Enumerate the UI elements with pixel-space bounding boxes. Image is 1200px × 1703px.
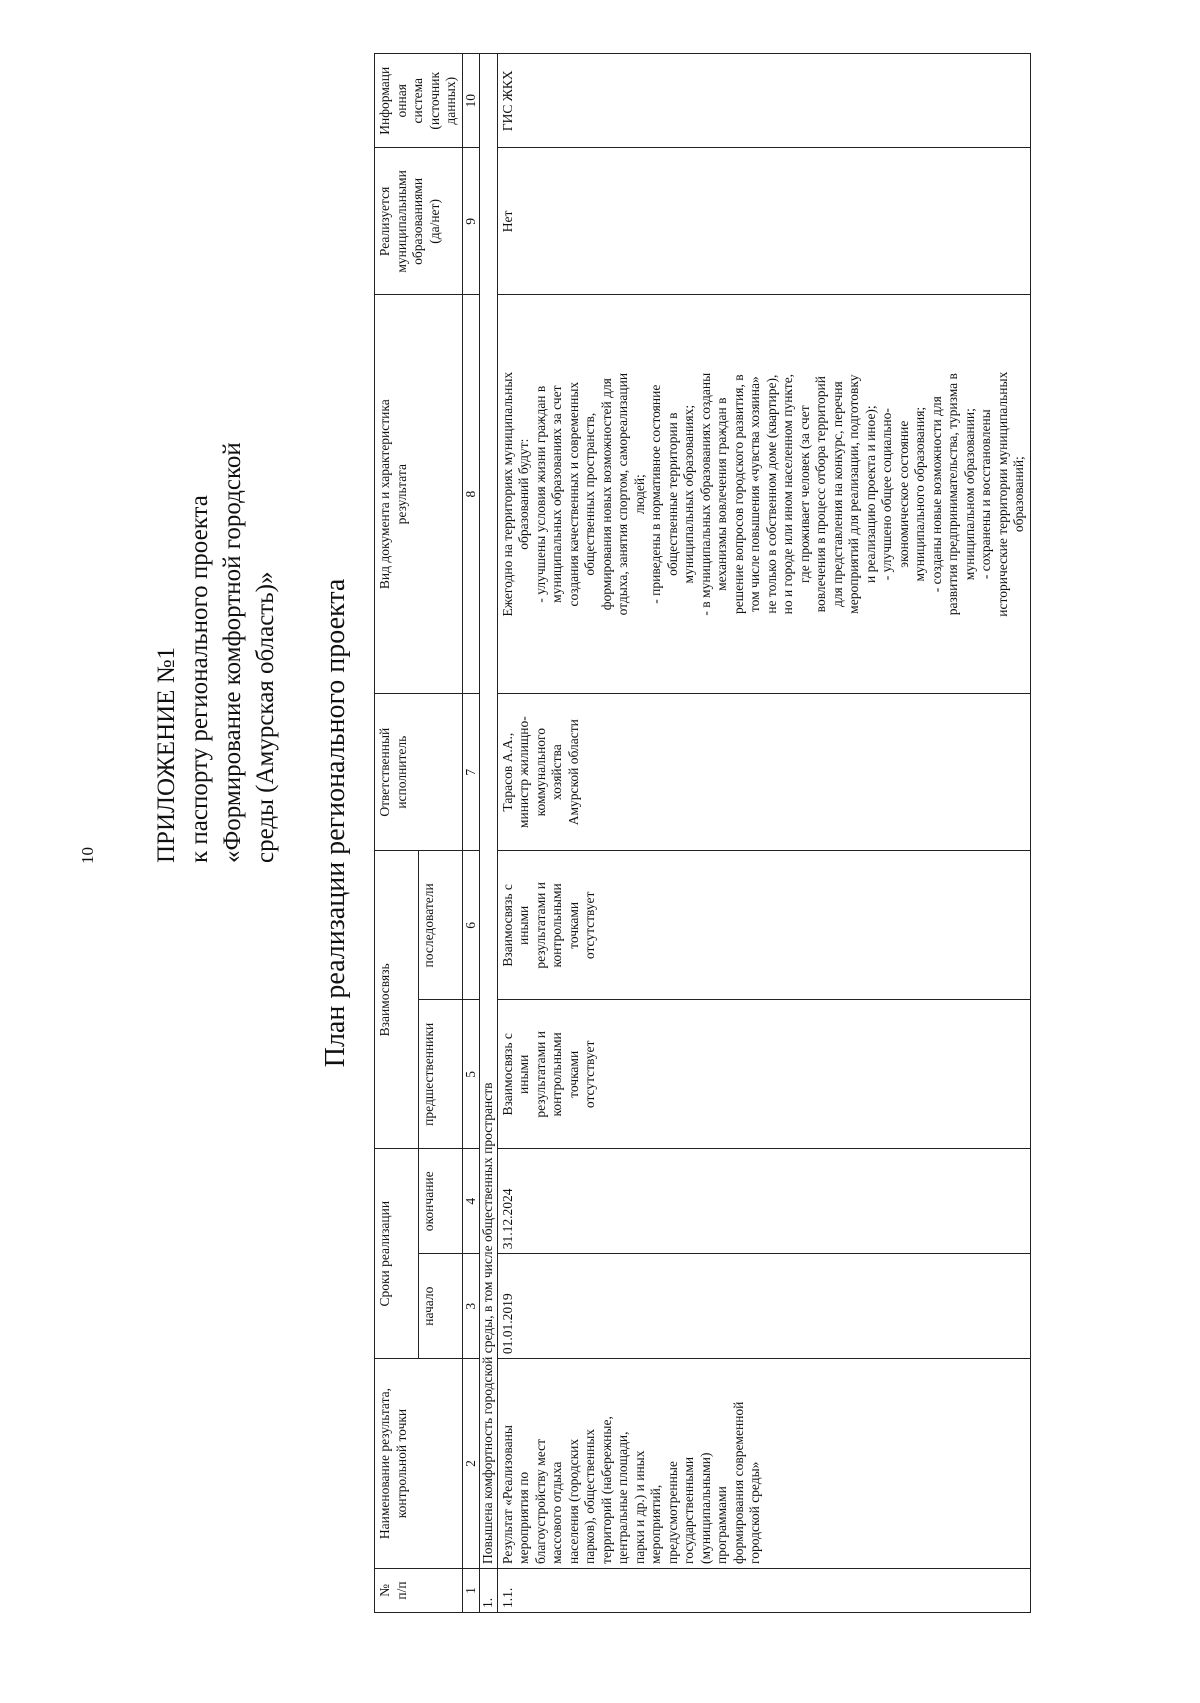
header-terms: Сроки реализации [375,1149,419,1359]
end-date: 31.12.2024 [497,1149,1030,1254]
column-number: 2 [462,1359,480,1569]
row-num: 1.1. [497,1568,1030,1612]
appendix-line: к паспорту регионального проекта [186,495,213,863]
successors-cell: Взаимосвязь с иными результатами и контрольными точками отсутствует [497,851,1030,1000]
municipal-cell: Нет [497,148,1030,295]
column-number: 8 [462,295,480,694]
column-number: 6 [462,851,480,1000]
column-number: 10 [462,54,480,148]
start-date: 01.01.2019 [497,1254,1030,1359]
header-start: начало [418,1254,462,1359]
header-relation: Взаимосвязь [375,851,419,1149]
plan-table [374,53,1031,1613]
header-num: № п/п [375,1568,463,1612]
column-number: 5 [462,1000,480,1149]
section-row [480,54,498,1613]
column-number-row [462,54,480,1613]
column-number: 3 [462,1254,480,1359]
page-number: 10 [78,847,97,864]
header-end: окончание [418,1149,462,1254]
document-result-cell: Ежегодно на территориях муниципальных образований будут: - улучшены условия жизни граждан в муниципальных образованиях за счет создания качественных и современных общественных пространств, формирования новых возможностей для отдыха, занятия спортом, самореализации людей; - приведены в нормативное состояние общественные территории в муниципальных образованиях; - в муниципальных образованиях созданы механизмы вовлечения граждан в решение вопросов городского развития, в том числе повышения «чувства хозяина» не только в собственном доме (квартире), но и городе или ином населенном пункте, где проживает человек (за счет вовлечения в процесс отбора территорий для представления на конкурс, перечня мероприятий для реализации, подготовку и реализацию проекта и иное); - улучшено общее социально- экономическое состояние муниципального образования; - созданы новые возможности для развития предпринимательства, туризма в муниципальном образовании; - сохранены и восстановлены исторические территории муниципальных образований; [497,295,1030,694]
header-info: Информаци онная система (источник данных) [375,54,463,148]
responsible-cell: Тарасов А.А., министр жилищно- коммунального хозяйства Амурской области [497,694,1030,851]
column-number: 7 [462,694,480,851]
result-name: Результат «Реализованы мероприятия по благоустройству мест массового отдыха населения (городских парков), общественных территорий (набережные, центральные площади, парки и др.) и иных мероприятий, предусмотренные государственными (муниципальными) программами формирования современной городской среды» [497,1359,1030,1569]
column-number: 9 [462,148,480,295]
appendix-line: среды (Амурская область)» [252,571,279,863]
header-municipal: Реализуется муниципальными образованиями (да/нет) [375,148,463,295]
appendix-line: «Формирование комфортной городской [219,442,246,863]
header-responsible: Ответственный исполнитель [375,694,463,851]
section-num: 1. [480,1568,498,1612]
header-predecessors: предшественники [418,1000,462,1149]
info-system-cell: ГИС ЖКХ [497,54,1030,148]
header-doc: Вид документа и характеристика результата [375,295,463,694]
column-number: 1 [462,1568,480,1612]
header-row [375,54,419,1613]
plan-title: План реализации регионального проекта [320,578,351,1068]
section-title: Повышена комфортность городской среды, в том числе общественных пространств [480,54,498,1569]
header-successors: последователи [418,851,462,1000]
appendix-title: ПРИЛОЖЕНИЕ №1 [153,646,180,863]
predecessors-cell: Взаимосвязь с иными результатами и контрольными точками отсутствует [497,1000,1030,1149]
column-number: 4 [462,1149,480,1254]
appendix-header [150,103,282,863]
header-name: Наименование результата, контрольной точки [375,1359,463,1569]
table-row [497,54,1030,1613]
